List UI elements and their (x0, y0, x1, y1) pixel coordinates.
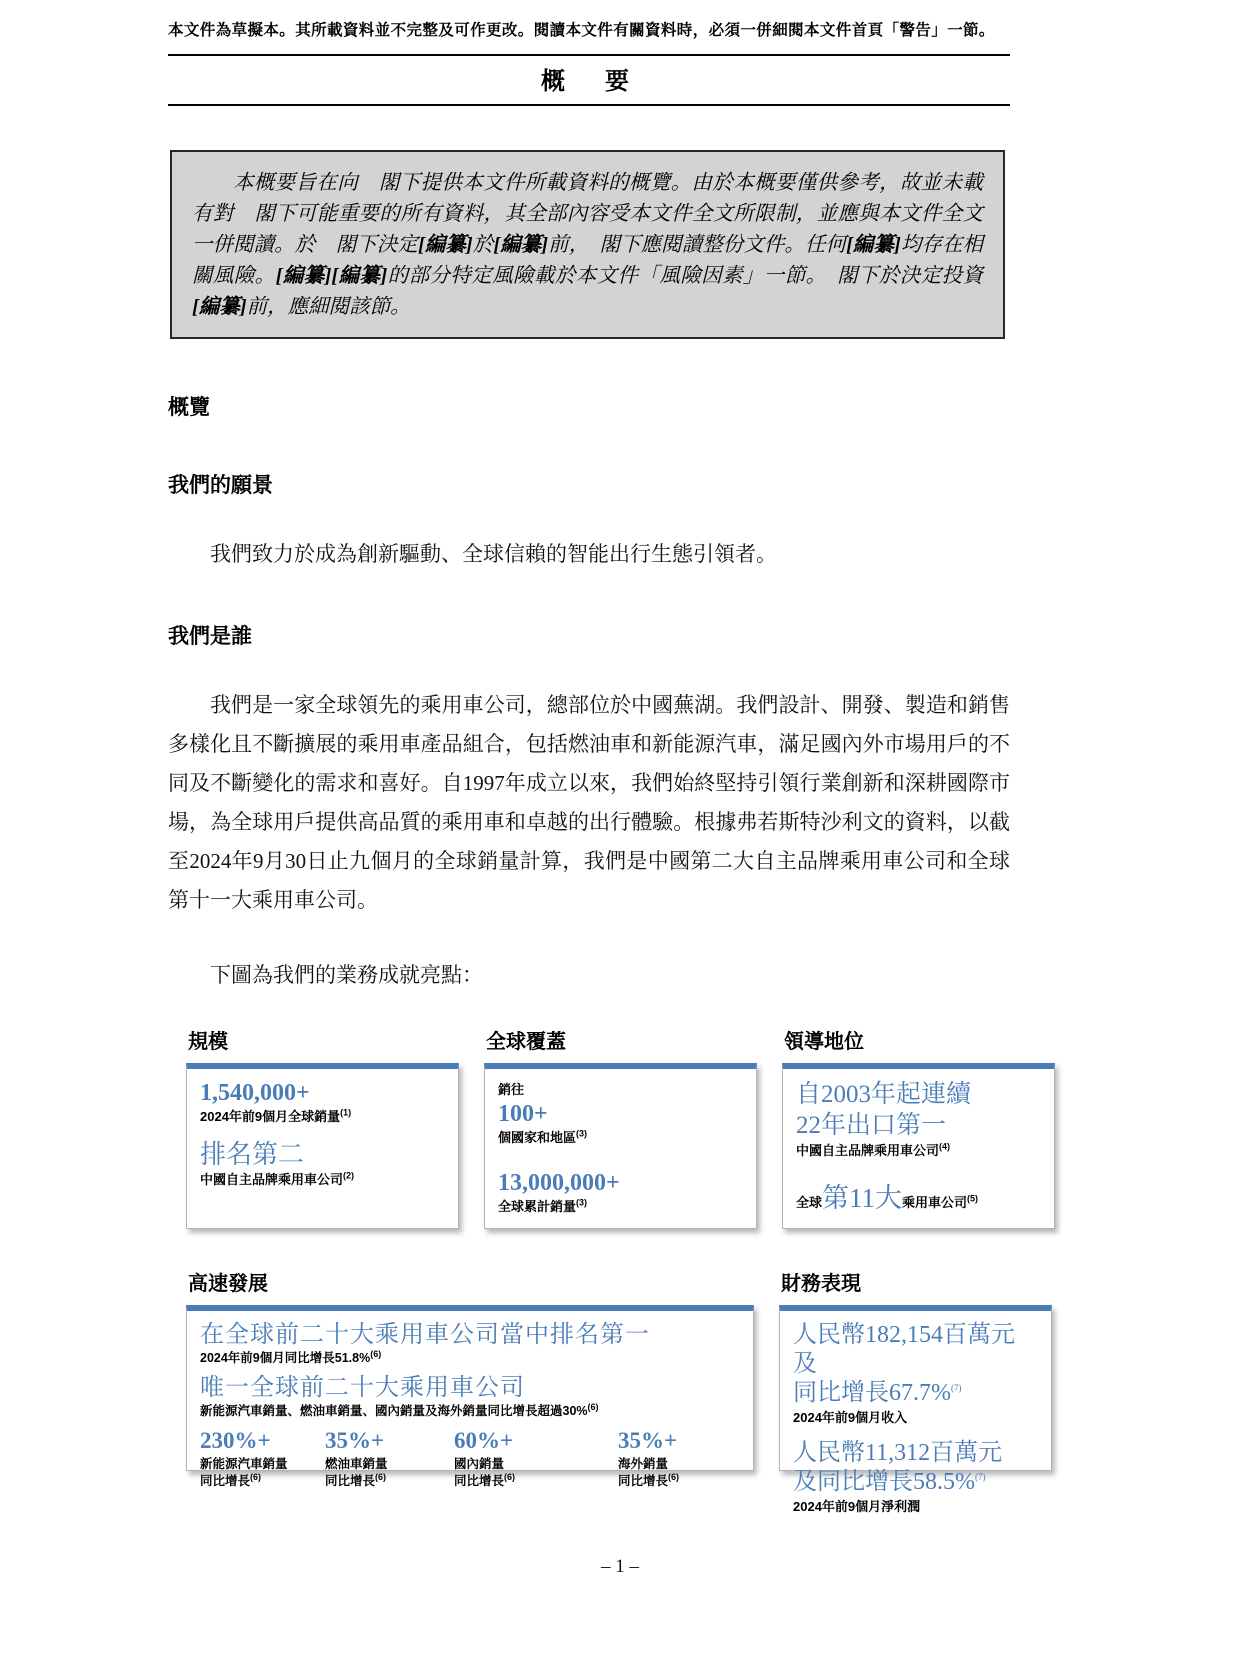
card-title-leadership: 領導地位 (784, 1031, 864, 1053)
footnote-marker: (5) (967, 1193, 979, 1204)
stat-label: 國內銷量 同比增長$^{(6)}$ (454, 1457, 516, 1488)
footnote-marker: (1) (340, 1107, 352, 1118)
redacted-tag: [編纂] (493, 234, 549, 256)
financial-stat-profit (793, 1439, 1038, 1516)
footnote-marker: (6) (587, 1401, 599, 1412)
stat-label: 2024年前9個月全球銷量$^{(1)}$ (200, 1107, 352, 1124)
stat-value: 排名第二 (200, 1140, 305, 1169)
card-body-growth (186, 1305, 754, 1488)
stat-value: 230%+ (200, 1428, 271, 1453)
stat-label: 全球累計銷量$^{(3)}$ (498, 1197, 588, 1214)
card-body-scale (186, 1063, 459, 1229)
growth-stat-nev (200, 1428, 325, 1490)
highlights-row-1 (186, 1025, 1058, 1229)
stat-value-line2: 同比增長67.7%$^{(7)}$ (793, 1380, 962, 1406)
warning-segment: 於 (472, 234, 494, 256)
card-title-coverage: 全球覆蓋 (486, 1031, 566, 1053)
stat-value: 第11大 (822, 1183, 903, 1213)
footnote-marker: (7) (975, 1472, 986, 1482)
stat-global-sales (200, 1079, 445, 1126)
card-coverage (484, 1025, 757, 1229)
card-body-financial (779, 1305, 1052, 1514)
redacted-tag: [編纂] (192, 296, 247, 318)
warning-segment: 本概要旨在向 閣下提供本文件所載資料的概覽。由於本概要僅供參考，故並未載有對 閣下可能重要的所有資料，其全部內容受本文件全文所限制，並應與本文件全文一併閱讀。於 閣下決定 (192, 172, 983, 256)
card-leadership (782, 1025, 1055, 1229)
warning-box (170, 150, 1005, 339)
stat-label: 新能源汽車銷量 同比增長$^{(6)}$ (200, 1457, 288, 1488)
stat-export-first (796, 1079, 1041, 1160)
growth-stat-columns (200, 1428, 740, 1490)
stat-label: 中國自主品牌乘用車公司$^{(2)}$ (200, 1170, 355, 1187)
footnote-marker: (3) (576, 1128, 588, 1139)
stat-value-line1: 自2003年起連續 (796, 1081, 972, 1108)
card-body-leadership (782, 1063, 1055, 1229)
stat-value: 100+ (498, 1101, 548, 1127)
who-we-are-paragraph: 我們是一家全球領先的乘用車公司，總部位於中國蕪湖。我們設計、開發、製造和銷售多樣化且不斷擴展的乘用車產品組合，包括燃油車和新能源汽車，滿足國內外市場用戶的不同及不斷變化的需求和喜好。自1997年成立以來，我們始終堅持引領行業創新和深耕國際市場，為全球用戶提供高品質的乘用車和卓越的出行體驗。根據弗若斯特沙利文的資料，以截至2024年9月30日止九個月的全球銷量計算，我們是中國第二大自主品牌乘用車公司和全球第十一大乘用車公司。 (168, 693, 1010, 912)
section-heading-overview: 概覽 (168, 396, 210, 419)
footnote-marker: (4) (939, 1141, 951, 1152)
stat-label: 中國自主品牌乘用車公司$^{(4)}$ (796, 1141, 951, 1158)
section-heading-who: 我們是誰 (168, 625, 252, 648)
footnote-marker: (6) (250, 1471, 262, 1482)
card-body-coverage (484, 1063, 757, 1229)
card-title-growth: 高速發展 (188, 1273, 268, 1295)
growth-stat-ice (325, 1428, 454, 1490)
footnote-marker: (6) (668, 1471, 680, 1482)
footnote-marker: (2) (343, 1170, 355, 1181)
stat-value-line2: 22年出口第一 (796, 1112, 947, 1139)
card-growth (186, 1267, 754, 1488)
stat-value: 60%+ (454, 1428, 514, 1453)
footnote-marker: (7) (951, 1383, 962, 1393)
highlights-intro: 下圖為我們的業務成就亮點： (210, 963, 483, 987)
warning-segment: 前，應細閱該節。 (246, 296, 411, 318)
warning-segment: 的部分特定風險載於本文件「風險因素」一節。 閣下於決定投資 (387, 265, 984, 287)
growth-stat-domestic (454, 1428, 618, 1490)
warning-segment: 前， 閣下應閱讀整份文件。任何 (548, 234, 847, 256)
redacted-tag: [編纂][編纂] (275, 265, 388, 287)
page-title: 概 要 (541, 68, 637, 95)
card-title-financial: 財務表現 (781, 1273, 861, 1295)
stat-prelabel: 銷往 (498, 1082, 525, 1097)
business-highlights (186, 1025, 1058, 1514)
footnote-marker: (3) (576, 1197, 588, 1208)
redacted-tag: [編纂] (417, 234, 473, 256)
footnote-marker: (6) (504, 1471, 516, 1482)
growth-stat-overseas (618, 1428, 679, 1490)
stat-cumulative-sales (498, 1169, 743, 1216)
stat-value-line1: 人民幣11,312百萬元 (793, 1440, 1003, 1466)
financial-stat-revenue (793, 1321, 1038, 1427)
vision-paragraph: 我們致力於成為創新驅動、全球信賴的智能出行生態引領者。 (210, 542, 777, 566)
stat-label: 海外銷量 同比增長$^{(6)}$ (618, 1457, 680, 1488)
stat-value: 13,000,000+ (498, 1170, 620, 1196)
growth-headline-1: 在全球前二十大乘用車公司當中排名第一 (200, 1321, 650, 1348)
stat-value-line1: 人民幣182,154百萬元及 (793, 1322, 1015, 1377)
growth-headline-2: 唯一全球前二十大乘用車公司 (200, 1374, 525, 1401)
draft-disclaimer: 本文件為草擬本。其所載資料並不完整及可作更改。閱讀本文件有關資料時，必須一併細閱本文件首頁「警告」一節。 (168, 22, 995, 39)
warning-segment: 均存在相關風險。 (192, 234, 984, 287)
stat-label: 個國家和地區$^{(3)}$ (498, 1128, 588, 1145)
redacted-tag: [編纂] (846, 234, 901, 256)
page-title-band (168, 54, 1010, 106)
growth-subtext-2: 新能源汽車銷量、燃油車銷量、國內銷量及海外銷量同比增長超過30%$^{(6)}$ (200, 1401, 599, 1418)
stat-label: 2024年前9個月收入 (793, 1410, 908, 1425)
card-financial (779, 1267, 1052, 1514)
stat-value: 1,540,000+ (200, 1080, 310, 1106)
card-title-scale: 規模 (188, 1031, 228, 1053)
stat-value: 35%+ (618, 1428, 678, 1453)
stat-countries (498, 1100, 743, 1147)
stat-value-line2: 及同比增長58.5%$^{(7)}$ (793, 1469, 986, 1495)
footnote-marker: (6) (370, 1348, 382, 1359)
stat-ranking (200, 1140, 445, 1189)
footnote-marker: (6) (375, 1471, 387, 1482)
card-scale (186, 1025, 459, 1229)
section-heading-vision: 我們的願景 (168, 474, 273, 497)
stat-global-rank: 全球第11大乘用車公司$^{(5)}$ (796, 1183, 979, 1213)
stat-label: 燃油車銷量 同比增長$^{(6)}$ (325, 1457, 388, 1488)
stat-value: 35%+ (325, 1428, 385, 1453)
page-number: – 1 – (601, 1556, 639, 1577)
growth-subtext-1: 2024年前9個月同比增長51.8%$^{(6)}$ (200, 1348, 382, 1365)
highlights-row-2 (186, 1267, 1058, 1514)
stat-label: 2024年前9個月淨利潤 (793, 1499, 921, 1514)
